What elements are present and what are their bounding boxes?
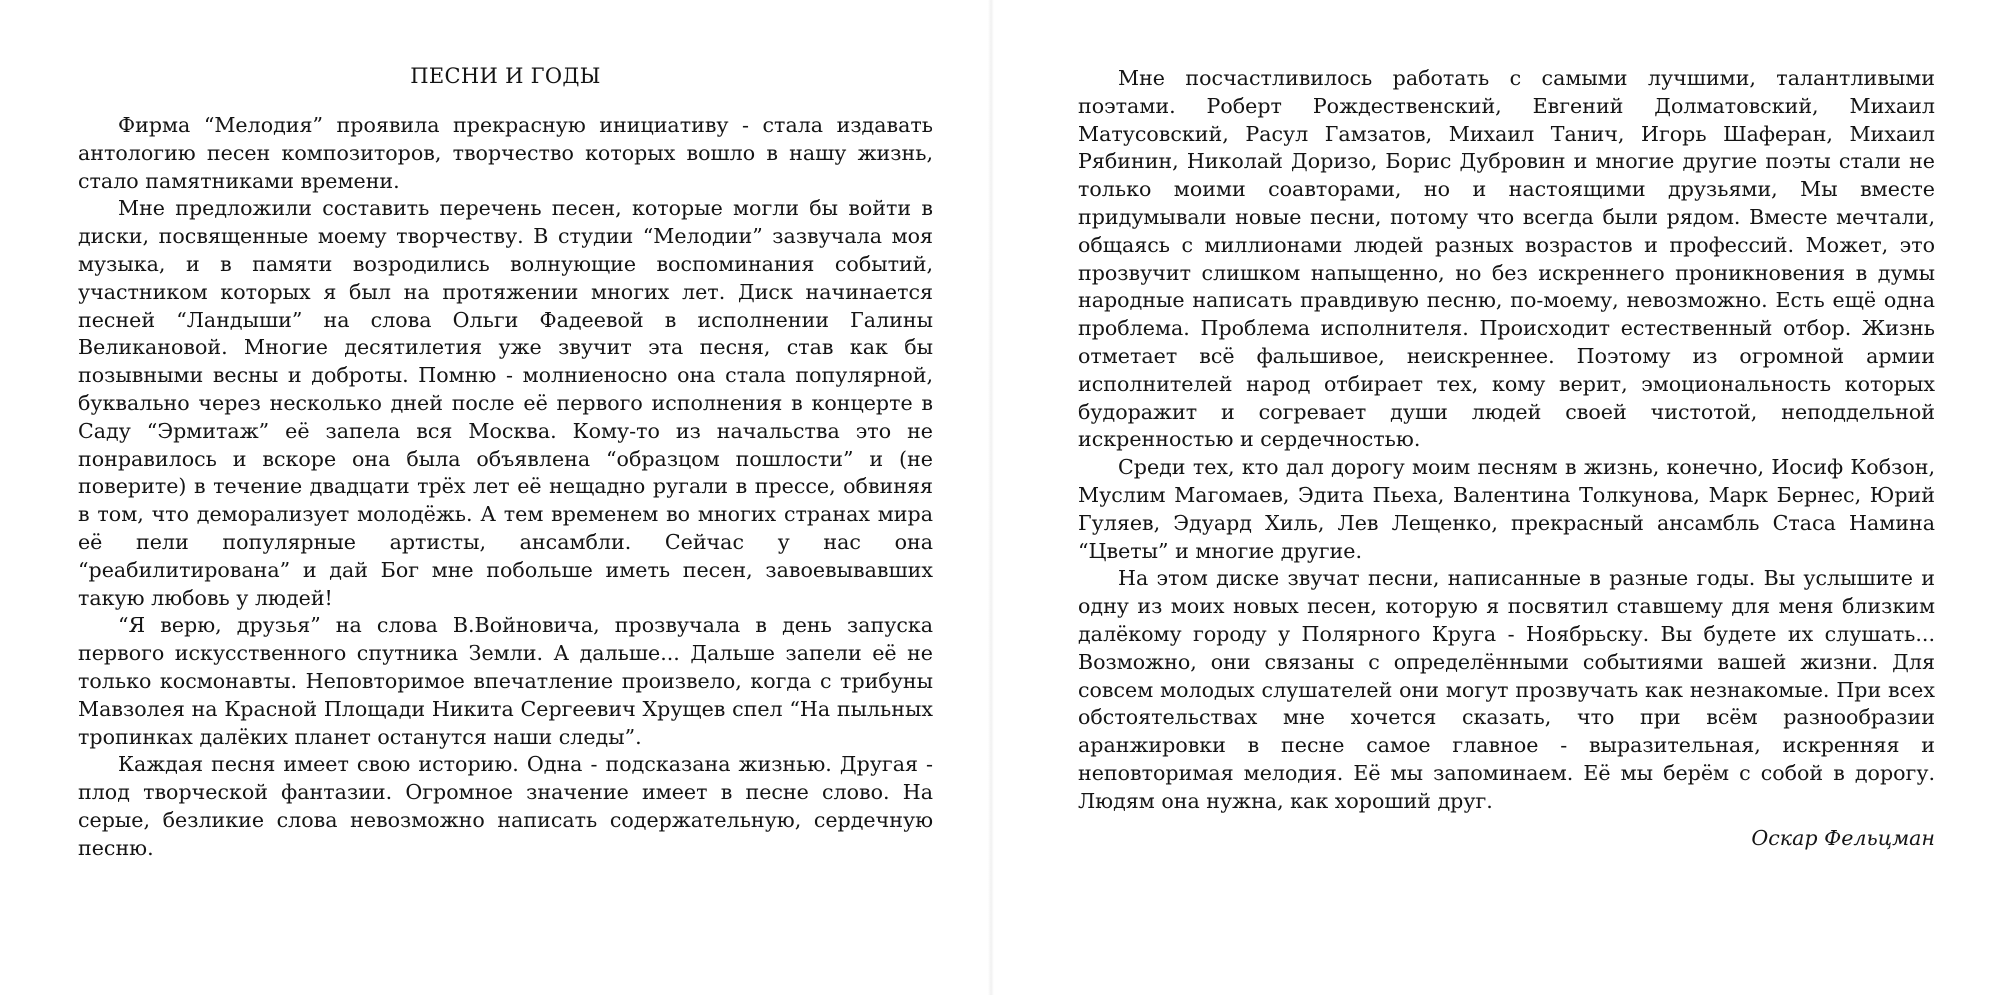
page-gutter [988,0,994,995]
paragraph-intro: Фирма “Мелодия” проявила прекрасную инициативу - стала издавать антологию песен композиторов, творчество которых вошло в нашу жизнь, стало памятниками времени. [78,113,933,193]
page-title: ПЕСНИ И ГОДЫ [410,64,601,88]
right-page-text [1078,65,1935,816]
author-signature: Оскар Фельцман [1751,825,1935,850]
paragraph-this-disc: На этом диске звучат песни, написанные в разные годы. Вы услышите и одну из моих новых песен, которую я посвятил ставшему для меня близким далёкому городу у Полярного Круга - Ноябрьску. Вы будете их слушать... Возможно, они связаны с определёнными событиями вашей жизни. Для совсем молодых слушателей они могут прозвучать как незнакомые. При всех обстоятельствах мне хочется сказать, что при всём разнообразии аранжировки в песне самое главное - выразительная, искренняя и неповторимая мелодия. Её мы запоминаем. Её мы берём с собой в дорогу. Людям она нужна, как хороший друг. [1078,566,1935,813]
paragraph-performers: Среди тех, кто дал дорогу моим песням в жизнь, конечно, Иосиф Кобзон, Муслим Магомаев, Эдита Пьеха, Валентина Толкунова, Марк Бернес, Юрий Гуляев, Эдуард Хиль, Лев Лещенко, прекрасный ансамбль Стаса Намина “Цветы” и многие другие. [1078,455,1935,563]
paragraph-landyshi: Мне предложили составить перечень песен, которые могли бы войти в диски, посвященные моему творчеству. В студии “Мелодии” зазвучала моя музыка, и в памяти возродились волнующие воспоминания событий, участником которых я был на протяжении многих лет. Диск начинается песней “Ландыши” на слова Ольги Фадеевой в исполнении Галины Великановой. Многие десятилетия уже звучит эта песня, став как бы позывными весны и доброты. Помню - молниеносно она стала популярной, буквально через несколько дней после её первого исполнения в концерте в Саду “Эрмитаж” её запела вся Москва. Кому-то из начальства это не понравилось и вскоре она была объявлена “образцом пошлости” и (не поверите) в течение двадцати трёх лет её нещадно ругали в прессе, обвиняя в том, что деморализует молодёжь. А тем временем во многих странах мира её пели популярные артисты, ансамбли. Сейчас у нас она “реабилитирована” и дай Бог мне побольше иметь песен, завоевывавших такую любовь у людей! [78,196,933,610]
right-page [1078,0,1935,995]
paragraph-poets: Мне посчастливилось работать с самыми лучшими, талантливыми поэтами. Роберт Рождественский, Евгений Долматовский, Михаил Матусовский, Расул Гамзатов, Михаил Танич, Игорь Шаферан, Михаил Рябинин, Николай Доризо, Борис Дубровин и многие другие поэты стали не только моими соавторами, но и настоящими друзьями, Мы вместе придумывали новые песни, потому что всегда были рядом. Вместе мечтали, общаясь с миллионами людей разных возрастов и профессий. Может, это прозвучит слишком напыщенно, но без искреннего проникновения в думы народные написать правдивую песню, по-моему, невозможно. Есть ещё одна проблема. Проблема исполнителя. Происходит естественный отбор. Жизнь отметает всё фальшивое, неискреннее. Поэтому из огромной армии исполнителей народ отбирает тех, кому верит, эмоциональность которых будоражит и согревает души людей своей чистотой, неподдельной искренностью и сердечностью. [1078,66,1935,452]
paragraph-ya-veryu-druzya: “Я верю, друзья” на слова В.Войновича, прозвучала в день запуска первого искусственного спутника Земли. А дальше... Дальше запели её не только космонавты. Неповторимое впечатление произвело, когда с трибуны Мавзолея на Красной Площади Никита Сергеевич Хрущев спел “На пыльных тропинках далёких планет останутся наши следы”. [78,613,933,749]
left-page-text [78,112,933,863]
paragraph-song-history: Каждая песня имеет свою историю. Одна - подсказана жизнью. Другая - плод творческой фантазии. Огромное значение имеет в песне слово. На серые, безликие слова невозможно написать содержательную, сердечную песню. [78,752,933,860]
left-page [78,0,933,995]
